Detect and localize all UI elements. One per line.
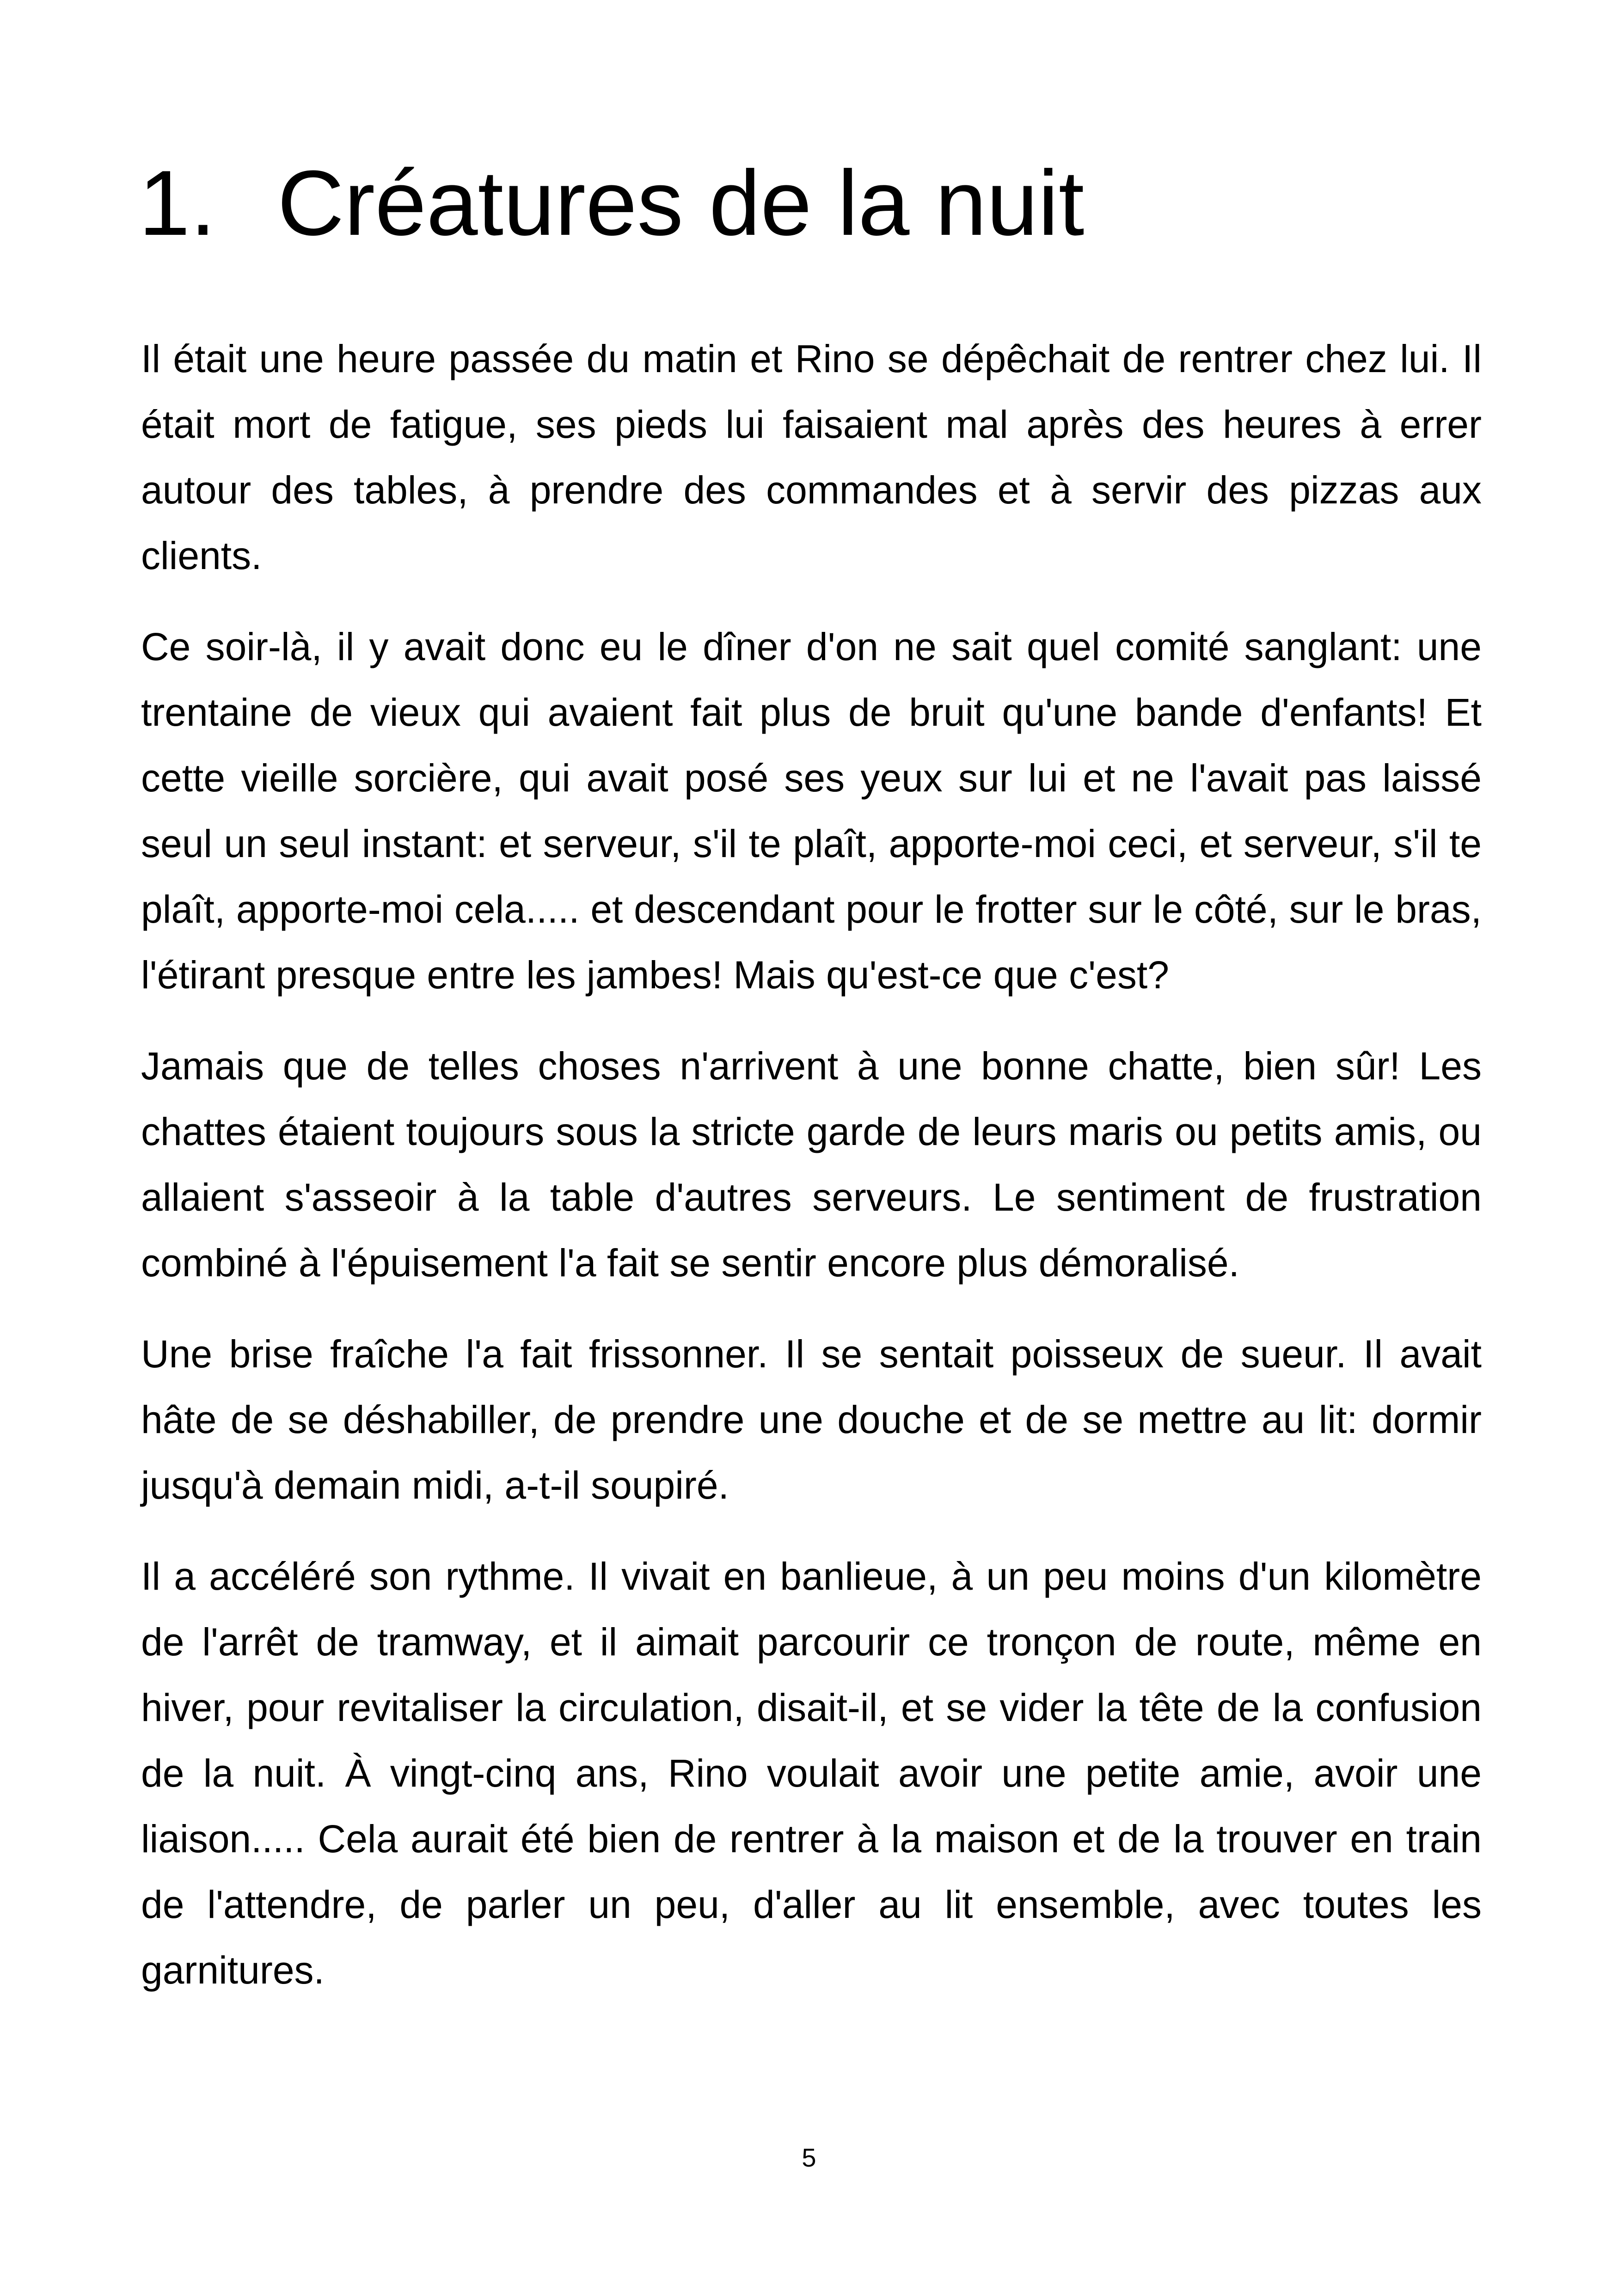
chapter-title: Créatures de la nuit [277, 152, 1085, 255]
chapter-heading [139, 148, 1084, 259]
paragraph-2: Ce soir-là, il y avait donc eu le dîner d'on ne sait quel comité sanglant: une trentaine de vieux qui avaient fait plus de bruit qu'une bande d'enfants! Et cette vieille sorcière, qui avait posé ses yeux sur lui et ne l'avait pas laissé seul un seul instant: et serveur, s'il te plaît, apporte-moi ceci, et serveur, s'il te plaît, apporte-moi cela..... et descendant pour le frotter sur le côté, sur le bras, l'étirant presque entre les jambes! Mais qu'est-ce que c'est? [141, 625, 1482, 997]
page-number: 5 [802, 2143, 816, 2172]
paragraph-1: Il était une heure passée du matin et Rino se dépêchait de rentrer chez lui. Il était mort de fatigue, ses pieds lui faisaient mal après des heures à errer autour des tables, à prendre des commandes et à servir des pizzas aux clients. [141, 337, 1482, 577]
paragraph-5: Il a accéléré son rythme. Il vivait en banlieue, à un peu moins d'un kilomètre de l'arrêt de tramway, et il aimait parcourir ce tronçon de route, même en hiver, pour revitaliser la circulation, disait-il, et se vider la tête de la confusion de la nuit. À vingt-cinq ans, Rino voulait avoir une petite amie, avoir une liaison..... Cela aurait été bien de rentrer à la maison et de la trouver en train de l'attendre, de parler un peu, d'aller au lit ensemble, avec toutes les garnitures. [141, 1555, 1482, 1992]
paragraph-4: Une brise fraîche l'a fait frissonner. Il se sentait poisseux de sueur. Il avait hâte de se déshabiller, de prendre une douche et de se mettre au lit: dormir jusqu'à demain midi, a-t-il soupiré. [141, 1332, 1482, 1507]
chapter-body [141, 326, 1482, 2028]
paragraph-3: Jamais que de telles choses n'arrivent à une bonne chatte, bien sûr! Les chattes étaient toujours sous la stricte garde de leurs maris ou petits amis, ou allaient s'asseoir à la table d'autres serveurs. Le sentiment de frustration combiné à l'épuisement l'a fait se sentir encore plus démoralisé. [141, 1044, 1482, 1285]
chapter-number: 1. [139, 152, 216, 255]
